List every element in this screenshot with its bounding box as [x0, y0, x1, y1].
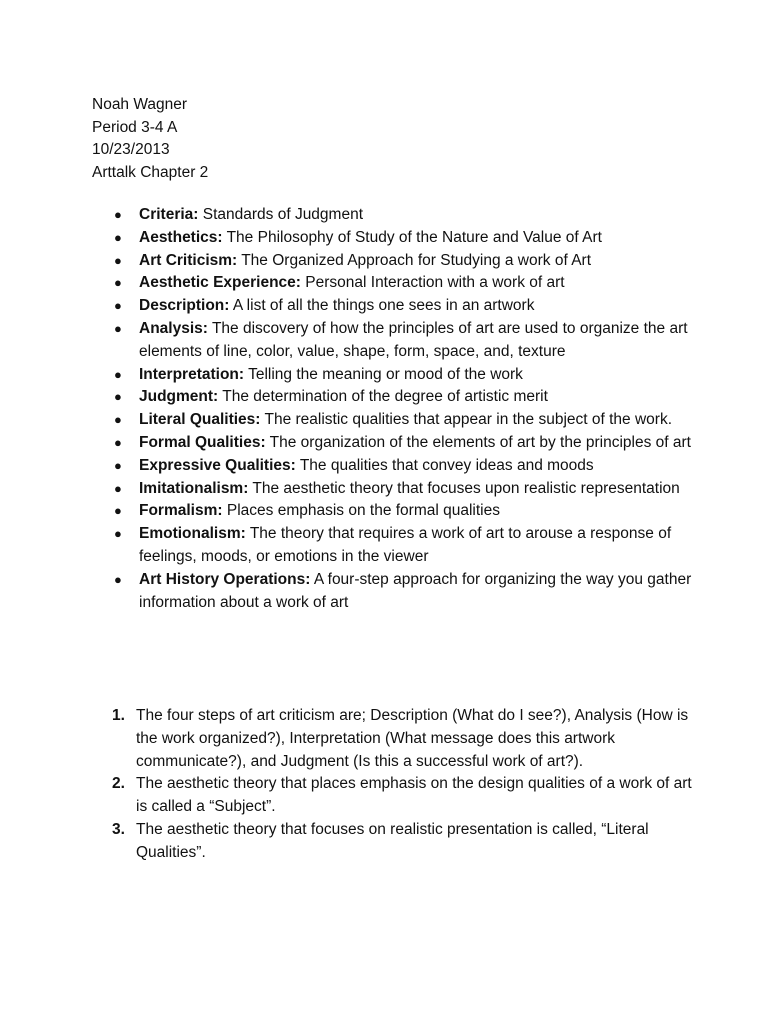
bullet-icon: ●: [114, 571, 122, 587]
list-item: [92, 478, 692, 501]
list-item: [92, 204, 692, 227]
chapter-title: Arttalk Chapter 2: [92, 163, 209, 181]
list-item: [92, 318, 692, 364]
bullet-icon: ●: [114, 275, 122, 291]
question-list: [92, 705, 692, 865]
question-item: [92, 819, 692, 865]
term-definition: The organization of the elements of art by the principles of art: [265, 433, 691, 451]
bullet-icon: ●: [114, 526, 122, 542]
question-text: The four steps of art criticism are; Description (What do I see?), Analysis (How is the work organized?), Interpretation (What message does this artwork communicate?), and Judgment (Is this a successful work of art?).: [136, 707, 689, 770]
student-name: Noah Wagner: [92, 96, 188, 113]
bullet-icon: ●: [114, 389, 122, 405]
term-definition: The qualities that convey ideas and moods: [295, 456, 594, 474]
term-definition: Telling the meaning or mood of the work: [244, 365, 523, 383]
vocabulary-list: [92, 204, 692, 614]
term-label: Interpretation:: [139, 365, 245, 383]
bullet-icon: ●: [114, 480, 122, 496]
list-item: [92, 523, 692, 569]
bullet-icon: ●: [114, 320, 122, 336]
bullet-icon: ●: [114, 412, 122, 428]
bullet-icon: ●: [114, 503, 122, 519]
bullet-icon: ●: [114, 366, 122, 382]
term-definition: The theory that requires a work of art to arouse a response of feelings, moods, or emotions in the viewer: [139, 525, 672, 565]
term-label: Literal Qualities:: [139, 411, 261, 429]
term-definition: The determination of the degree of artistic merit: [218, 388, 548, 406]
term-label: Formalism:: [139, 502, 223, 520]
question-number: 3.: [112, 820, 125, 838]
list-item: [92, 295, 692, 318]
term-label: Emotionalism:: [139, 525, 246, 543]
question-text: The aesthetic theory that focuses on realistic presentation is called, “Literal Qualities”.: [136, 820, 649, 861]
bullet-icon: ●: [114, 207, 122, 222]
term-label: Formal Qualities:: [139, 433, 266, 451]
list-item: [92, 227, 692, 250]
list-item: [92, 386, 692, 409]
term-label: Criteria:: [139, 206, 199, 223]
bullet-icon: ●: [114, 434, 122, 450]
document-header: [92, 94, 208, 184]
question-item: [92, 705, 692, 773]
term-definition: The discovery of how the principles of art are used to organize the art elements of line, color, value, shape, form, space, and, texture: [139, 319, 688, 360]
term-definition: Places emphasis on the formal qualities: [222, 502, 500, 520]
term-definition: Personal Interaction with a work of art: [300, 274, 565, 292]
list-item: [92, 250, 692, 273]
list-item: [92, 455, 692, 478]
list-item: [92, 364, 692, 387]
term-definition: A list of all the things one sees in an artwork: [229, 297, 535, 315]
term-definition: The realistic qualities that appear in the subject of the work.: [260, 411, 673, 429]
question-text: The aesthetic theory that places emphasis on the design qualities of a work of art is called a “Subject”.: [136, 775, 692, 816]
document-date: 10/23/2013: [92, 141, 170, 158]
term-definition: The aesthetic theory that focuses upon realistic representation: [248, 479, 680, 497]
term-definition: The Philosophy of Study of the Nature and Value of Art: [222, 228, 602, 246]
bullet-icon: ●: [114, 229, 122, 245]
term-label: Aesthetics:: [139, 228, 223, 246]
list-item: [92, 500, 692, 523]
question-item: [92, 773, 692, 819]
question-number: 1.: [112, 707, 125, 724]
list-item: [92, 569, 692, 615]
term-label: Analysis:: [139, 319, 208, 337]
class-period: Period 3-4 A: [92, 118, 178, 136]
term-label: Expressive Qualities:: [139, 456, 296, 474]
list-item: [92, 409, 692, 432]
term-definition: Standards of Judgment: [198, 206, 364, 223]
bullet-icon: ●: [114, 457, 122, 473]
term-label: Imitationalism:: [139, 479, 249, 497]
list-item: [92, 272, 692, 295]
term-label: Aesthetic Experience:: [139, 274, 301, 292]
term-label: Description:: [139, 297, 230, 315]
term-label: Judgment:: [139, 388, 219, 406]
term-label: Art History Operations:: [139, 570, 311, 588]
term-label: Art Criticism:: [139, 251, 238, 269]
bullet-icon: ●: [114, 298, 122, 314]
list-item: [92, 432, 692, 455]
term-definition: A four-step approach for organizing the way you gather information about a work of art: [139, 570, 692, 611]
bullet-icon: ●: [114, 252, 122, 268]
term-definition: The Organized Approach for Studying a work of Art: [237, 251, 592, 269]
question-number: 2.: [112, 775, 125, 793]
